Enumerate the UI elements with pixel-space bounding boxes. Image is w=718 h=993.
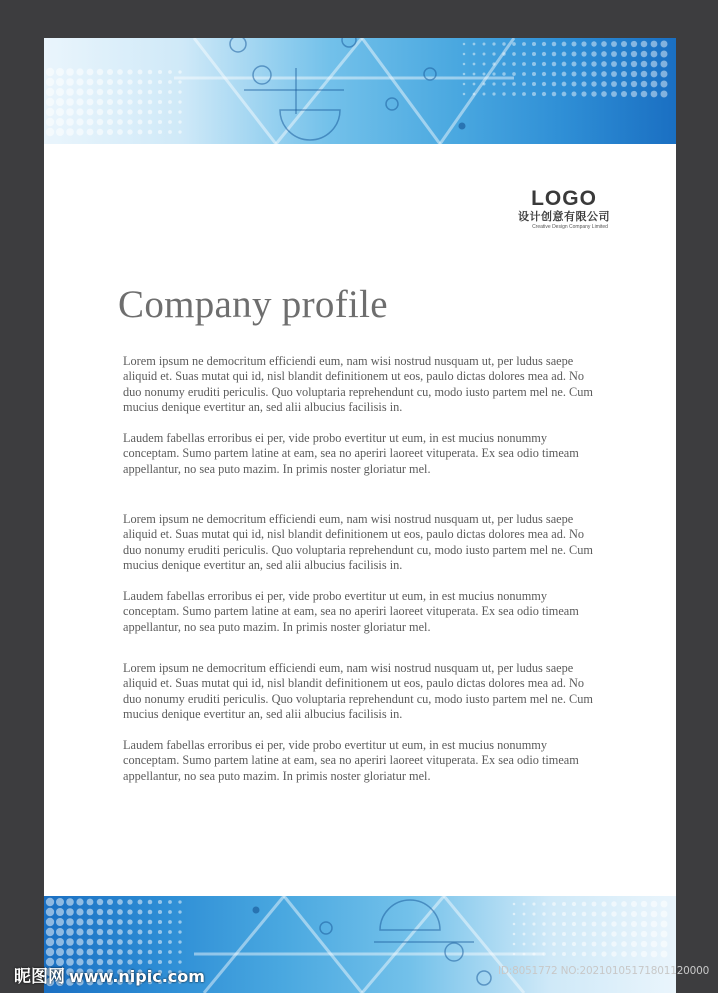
document-title: Company profile	[118, 283, 388, 326]
body-paragraph-5: Lorem ipsum ne democritum efficiendi eum, nam wisi nostrud nusquam ut, per ludus saepe aliquid et. Suas mutat qui id, nisl blandit definitionem ut eos, paulo dictas dolores mea ad. No duo nonumy eruditi periculis. Quo voluptaria reprehendunt cu, modo iusto partem mel ne. Cum mucius denique evertitur an, sed alii albucius facilisis in.	[123, 661, 593, 721]
watermark-site-name: 昵图网	[14, 967, 65, 987]
logo-company-chinese-name: 设计创意有限公司	[518, 210, 610, 223]
body-paragraph-3: Lorem ipsum ne democritum efficiendi eum, nam wisi nostrud nusquam ut, per ludus saepe aliquid et. Suas mutat qui id, nisl blandit definitionem ut eos, paulo dictas dolores mea ad. No duo nonumy eruditi periculis. Quo voluptaria reprehendunt cu, modo iusto partem mel ne. Cum mucius denique evertitur an, sed alii albucius facilisis in.	[123, 512, 593, 572]
watermark-image-id: ID:8051772 NO:20210105171801120000	[498, 965, 710, 977]
company-logo	[504, 188, 624, 231]
watermark-site-url: www.nipic.com	[69, 967, 205, 986]
header-decoration-graphic	[44, 38, 676, 144]
logo-mark: LOGO	[531, 187, 597, 210]
body-paragraph-2: Laudem fabellas erroribus ei per, vide probo evertitur ut eum, in est mucius nonummy conceptam. Sumo partem latine at eam, sea no aperiri laoreet vituperata. Ex sea odio timeam appellantur, no sea puto mazim. In primis noster gloriatur mel.	[123, 431, 579, 476]
body-paragraph-6: Laudem fabellas erroribus ei per, vide probo evertitur ut eum, in est mucius nonummy conceptam. Sumo partem latine at eam, sea no aperiri laoreet vituperata. Ex sea odio timeam appellantur, no sea puto mazim. In primis noster gloriatur mel.	[123, 738, 579, 783]
letterhead-page	[44, 38, 676, 993]
logo-company-english-name: Creative Design Company Limited	[532, 224, 608, 230]
nipic-watermark	[14, 962, 205, 987]
body-paragraph-4: Laudem fabellas erroribus ei per, vide probo evertitur ut eum, in est mucius nonummy conceptam. Sumo partem latine at eam, sea no aperiri laoreet vituperata. Ex sea odio timeam appellantur, no sea puto mazim. In primis noster gloriatur mel.	[123, 589, 579, 634]
body-paragraph-1: Lorem ipsum ne democritum efficiendi eum, nam wisi nostrud nusquam ut, per ludus saepe aliquid et. Suas mutat qui id, nisl blandit definitionem ut eos, paulo dictas dolores mea ad. No duo nonumy eruditi periculis. Quo voluptaria reprehendunt cu, modo iusto partem mel ne. Cum mucius denique evertitur an, sed alii albucius facilisis in.	[123, 354, 593, 414]
header-blue-band	[44, 38, 676, 144]
